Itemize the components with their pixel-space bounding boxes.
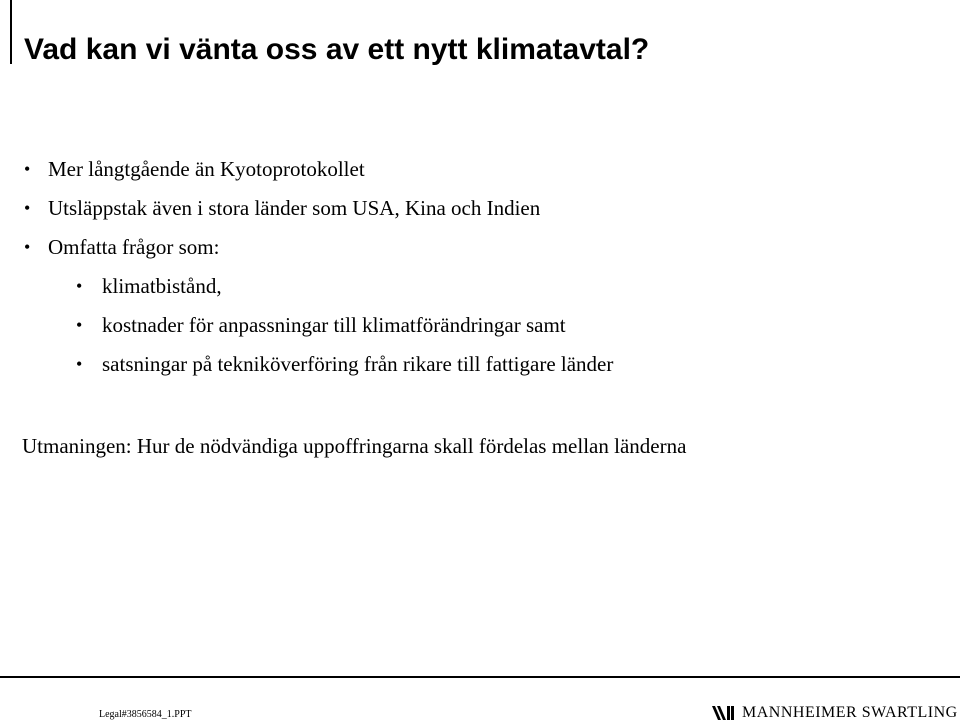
legal-reference: Legal#3856584_1.PPT xyxy=(99,709,192,720)
logo-text: MANNHEIMER SWARTLING xyxy=(742,704,958,721)
sub-bullet-item xyxy=(0,267,960,306)
bullet-icon: • xyxy=(76,354,83,374)
sub-bullet-text: satsningar på tekniköverföring från rikare till fattigare länder xyxy=(102,352,614,376)
bullet-icon: • xyxy=(24,159,31,179)
bullet-icon: • xyxy=(24,237,31,257)
sub-bullet-item xyxy=(0,345,960,384)
sub-bullet-text: klimatbistånd, xyxy=(102,274,222,298)
challenge-statement: Utmaningen: Hur de nödvändiga uppoffringarna skall fördelas mellan länderna xyxy=(22,434,687,458)
bullet-text: Omfatta frågor som: xyxy=(48,235,220,259)
bullet-text: Utsläppstak även i stora länder som USA, Kina och Indien xyxy=(48,196,541,220)
slide-title: Vad kan vi vänta oss av ett nytt klimatavtal? xyxy=(24,33,650,66)
bullet-icon: • xyxy=(24,198,31,218)
sub-bullet-item xyxy=(0,306,960,345)
bullet-icon: • xyxy=(76,276,83,296)
company-logo xyxy=(712,704,958,722)
bullet-icon: • xyxy=(76,315,83,335)
title-accent-bar xyxy=(10,0,12,64)
bullet-item xyxy=(0,150,960,189)
bullet-item xyxy=(0,189,960,228)
bullet-text: Mer långtgående än Kyotoprotokollet xyxy=(48,157,365,181)
bullet-list xyxy=(0,150,960,384)
footer-divider xyxy=(0,676,960,678)
mannheimer-swartling-logo-icon xyxy=(712,706,734,720)
bullet-item xyxy=(0,228,960,267)
sub-bullet-text: kostnader för anpassningar till klimatförändringar samt xyxy=(102,313,566,337)
